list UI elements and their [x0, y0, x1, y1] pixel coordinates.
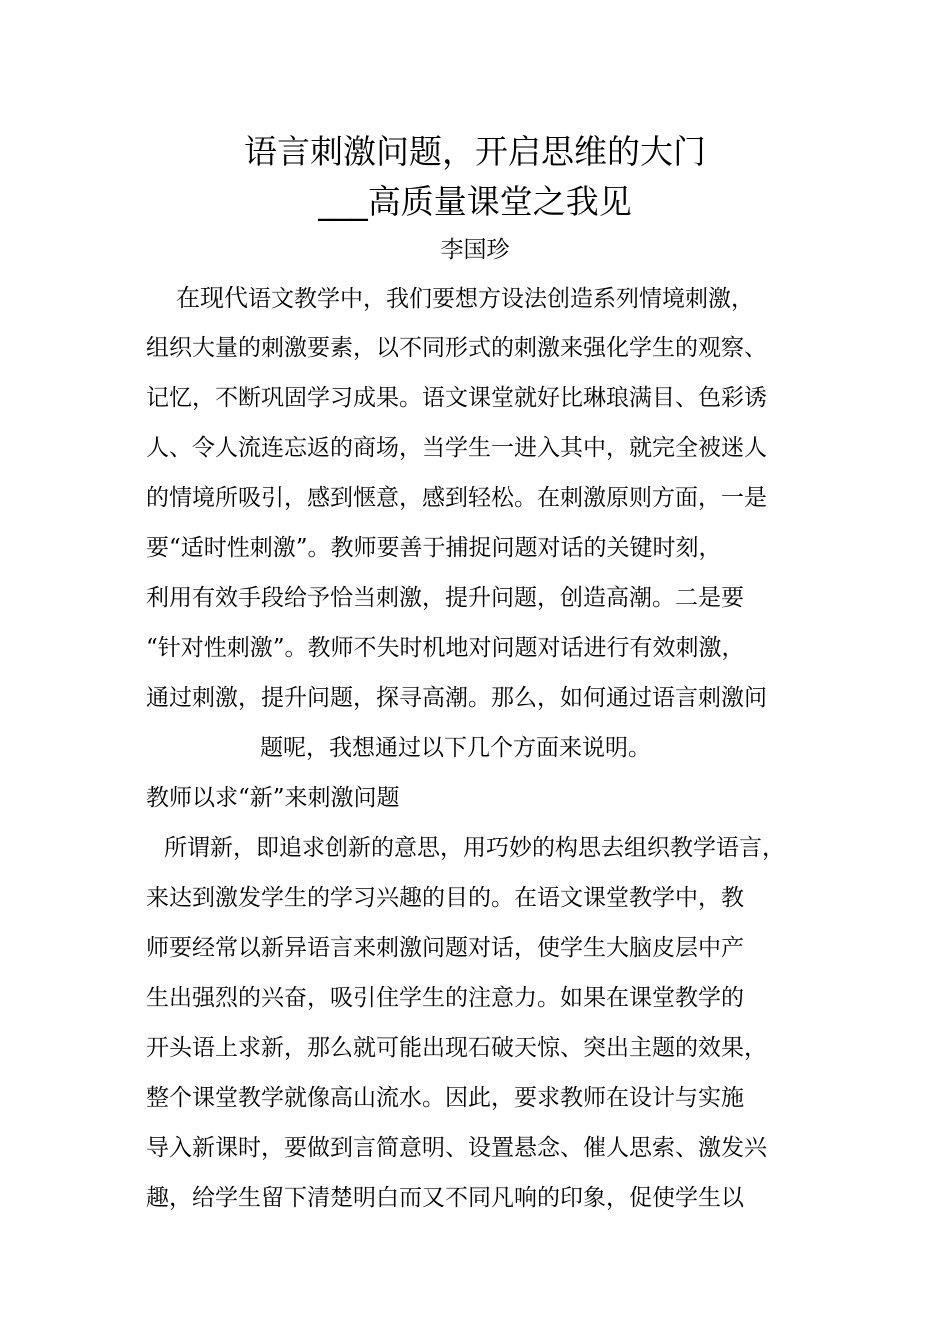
- paragraph-1-line-5: 的情境所吸引，感到惬意，感到轻松。在刺激原则方面，一是: [146, 485, 767, 511]
- paragraph-2-line-2: 来达到激发学生的学习兴趣的目的。在语文课堂教学中，教: [146, 885, 744, 911]
- paragraph-2-line-3: 师要经常以新异语言来刺激问题对话，使学生大脑皮层中产: [146, 935, 744, 961]
- section-heading: 教师以求“新”来刺激问题: [146, 785, 400, 811]
- paragraph-2-line-8: 趣，给学生留下清楚明白而又不同凡响的印象，促使学生以: [146, 1185, 744, 1211]
- document-subtitle: ___高质量课堂之我见: [318, 182, 632, 221]
- paragraph-1-line-10: 题呢，我想通过以下几个方面来说明。: [260, 735, 651, 761]
- paragraph-1-line-3: 记忆，不断巩固学习成果。语文课堂就好比琳琅满目、色彩诱: [146, 385, 767, 411]
- paragraph-2-line-6: 整个课堂教学就像高山流水。因此，要求教师在设计与实施: [146, 1085, 744, 1111]
- paragraph-1-line-2: 组织大量的刺激要素，以不同形式的刺激来强化学生的观察、: [146, 335, 767, 361]
- paragraph-2-line-1: 所谓新，即追求创新的意思，用巧妙的构思去组织教学语言，: [164, 835, 785, 861]
- paragraph-2-line-5: 开头语上求新，那么就可能出现石破天惊、突出主题的效果，: [146, 1035, 767, 1061]
- paragraph-1-line-8: “针对性刺激”。教师不失时机地对问题对话进行有效刺激，: [146, 635, 745, 661]
- paragraph-1-line-1-text: 语文教学中，我们要想方设法创造系列情境刺激，: [248, 286, 754, 312]
- paragraph-1-line-4: 人、令人流连忘返的商场，当学生一进入其中，就完全被迷人: [146, 435, 767, 461]
- paragraph-1-line-9: 通过刺激，提升问题，探寻高潮。那么，如何通过语言刺激问: [146, 685, 767, 711]
- author-name: 李国珍: [440, 237, 510, 263]
- document-title: 语言刺激问题，开启思维的大门: [244, 132, 706, 171]
- paragraph-1-line-7: 利用有效手段给予恰当刺激，提升问题，创造高潮。二是要: [146, 585, 744, 611]
- paragraph-1-line-6: 要“适时性刺激”。教师要善于捕捉问题对话的关键时刻，: [146, 535, 722, 561]
- paragraph-2-line-7: 导入新课时，要做到言简意明、设置悬念、催人思索、激发兴: [146, 1135, 767, 1161]
- paragraph-2-line-4: 生出强烈的兴奋，吸引住学生的注意力。如果在课堂教学的: [146, 985, 744, 1011]
- paragraph-1-lead: 在现代: [176, 284, 248, 312]
- paragraph-1-line-1: [176, 283, 754, 314]
